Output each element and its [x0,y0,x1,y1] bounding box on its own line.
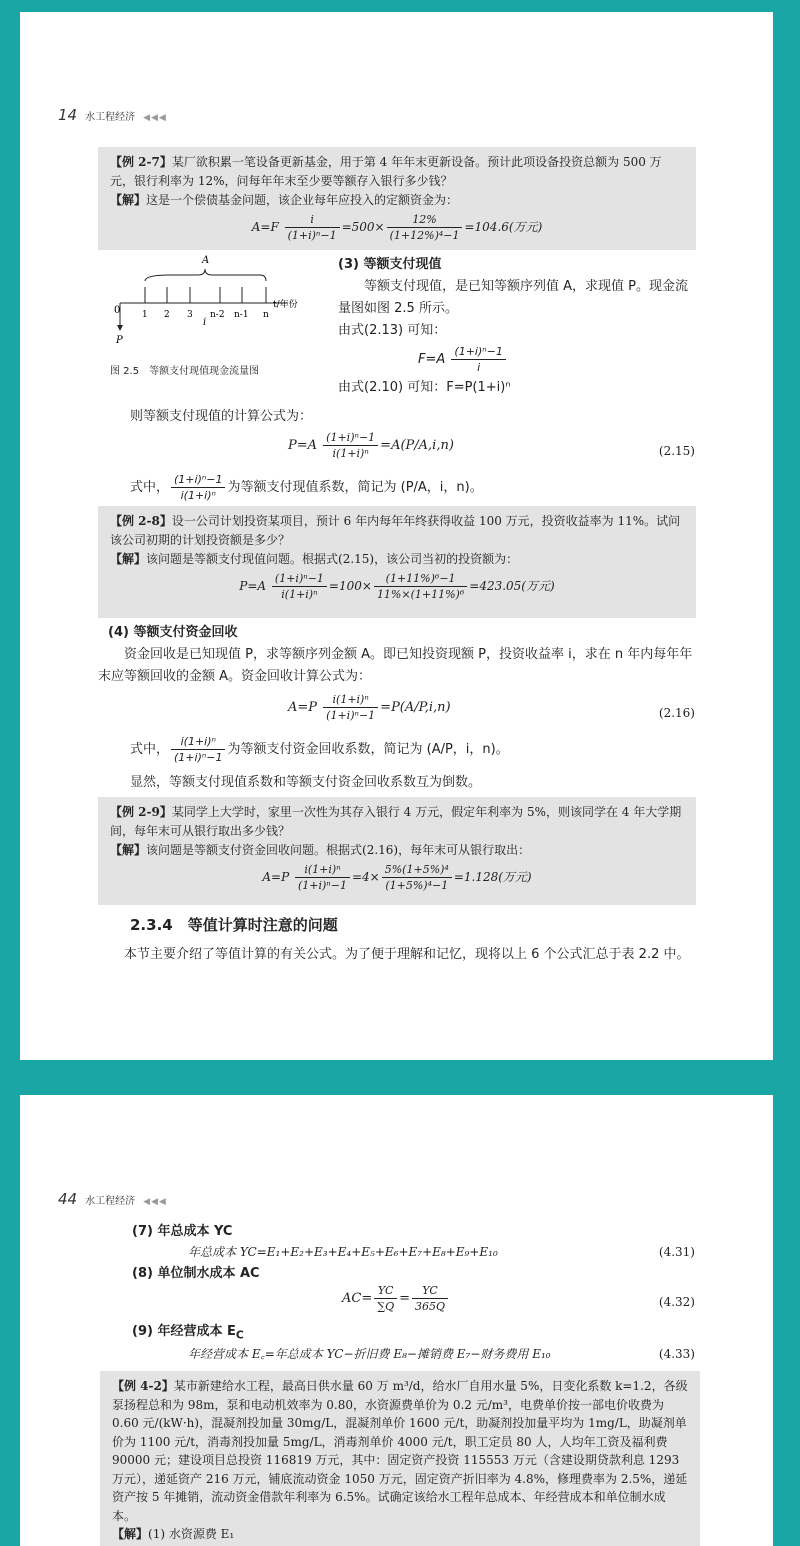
book-page-44 [20,1095,773,1546]
section-2-3-4-paragraph: 本节主要介绍了等值计算的有关公式。为了便于理解和记忆，现将以上 6 个公式汇总于表 2.2 中。 [124,947,690,962]
tick-label: n-2 [210,310,225,320]
equation-number: (2.15) [658,444,695,458]
section-4-title: (4) 等额支付资金回收 [108,625,238,640]
fraction: $\frac{\text{i(1+i)ⁿ}}{\text{(1+i)ⁿ−1}}$ [171,734,225,765]
example-4-2-box [100,1371,700,1546]
header-arrows-icon: ◀◀◀ [143,1197,167,1207]
example-4-2-solution: 【解】(1) 水资源费 E₁ [112,1527,235,1541]
fraction: $\frac{\text{(1+i)ⁿ−1}}{\text{i(1+i)ⁿ}}$ [171,472,225,503]
fraction: $\frac{\text{(1+i)ⁿ−1}}{i}$ [451,344,505,375]
example-2-8-box [98,506,696,618]
annuity-brace [145,269,266,281]
example-2-7-formula: A=F $\frac{i}{\text{(1+i)ⁿ−1}}$ =500× $\frac{12\%}{\text{(1+12\%)⁴−1}}$ =104.6(万元) [251,213,543,242]
equation-number: (4.31) [658,1245,695,1259]
tick-label: 1 [142,310,148,320]
section-2-3-4-heading: 2.3.4 等值计算时注意的问题 [130,916,338,934]
equation-4-32: AC= $\frac{YC}{\sum Q}$ = $\frac{YC}{365Q}$ [342,1283,450,1314]
tick-label: n [263,310,269,320]
book-title: 水工程经济 [85,112,136,123]
example-2-9-formula: A=P $\frac{\text{i(1+i)ⁿ}}{\text{(1+i)ⁿ−1}}$ =4× $\frac{\text{5\%(1+5\%)⁴}}{\text{(1+5\%)⁴−1}}$ =1.128(万元) [262,863,532,892]
header-arrows-icon: ◀◀◀ [143,113,167,123]
example-2-9-solution: 【解】该问题是等额支付资金回收问题。根据式(2.16)，每年末可从银行取出： [110,843,531,857]
example-2-7-statement: 【例 2-7】某厂欲积累一笔设备更新基金，用于第 4 年年末更新设备。预计此项设备投资总额为 500 万元，银行利率为 12%，问每年年末至少要等额存入银行多少钱？ [110,155,662,188]
section-7-title: (7) 年总成本 YC [132,1224,233,1239]
book-title: 水工程经济 [85,1196,136,1207]
example-2-7-solution: 【解】这是一个偿债基金问题，该企业每年应投入的定额资金为： [110,193,459,207]
example-2-8-statement: 【例 2-8】设一公司计划投资某项目，预计 6 年内每年年终获得收益 100 万元，投资收益率为 11%。试问该公司初期的计划投资额是多少？ [110,514,681,547]
section-4-block [98,622,698,688]
section-4-paragraph: 资金回收是已知现值 P，求等额序列金额 A。即已知投资现额 P，投资收益率 i，求在 n 年内每年年末应等额回收的金额 A。资金回收计算公式为： [98,647,693,684]
annuity-arrows [145,287,266,303]
fraction: $\frac{\text{(1+i)ⁿ−1}}{\text{i(1+i)ⁿ}}$ [272,571,327,602]
equation-number: (2.16) [658,706,695,720]
cash-flow-diagram [110,255,330,377]
example-2-9-statement: 【例 2-9】某同学上大学时，家里一次性为其存入银行 4 万元，假定年利率为 5%，则该同学在 4 年大学期间，每年末可从银行取出多少钱？ [110,805,682,838]
label-A: A [202,255,210,266]
example-2-9-box [98,797,696,905]
fraction: $\frac{\text{(1+11\%)⁶−1}}{\text{11\%×(1+11\%)⁶}}$ [374,571,467,602]
fraction: $\frac{12\%}{\text{(1+12\%)⁴−1}}$ [387,212,463,243]
label-P: P [116,335,123,346]
factor-definition-PA: 式中， $\frac{\text{(1+i)ⁿ−1}}{\text{i(1+i)ⁿ}}$ 为等额支付现值系数，简记为 (P/A，i，n)。 [130,473,483,502]
fraction: $\frac{\text{i(1+i)ⁿ}}{\text{(1+i)ⁿ−1}}$ [295,862,350,893]
fraction: $\frac{i}{\text{(1+i)ⁿ−1}}$ [285,212,340,243]
section-3-title: (3) 等额支付现值 [338,257,442,272]
equation-2-15: P=A $\frac{\text{(1+i)ⁿ−1}}{\text{i(1+i)ⁿ}}$ =A(P/A,i,n) [288,431,454,460]
figure-caption: 图 2.5 等额支付现值现金流量图 [110,366,260,377]
section-8-title: (8) 单位制水成本 AC [132,1266,260,1281]
example-4-2-statement: 【例 4-2】某市新建给水工程，最高日供水量 60 万 m³/d，给水厂自用水量 5%，日变化系数 k=1.2，各级泵扬程总和为 98m，泵和电动机效率为 0.80，水资源费单价为 0.2 元/m³，电费单价按一部电价收费为 0.60 元/(kW·h)，混凝剂投加量 30mg/L，混凝剂单价 1600 元/t，助凝剂投加量平均为 1mg/L，助凝剂单价为 1100 元/t，消毒剂投加量 5mg/L，消毒剂单价 4000 元/t，职工定员 80 人，人均年工资及福利费 90000 元；建设项目总投资 116819 万元，其中：固定资产投资 115553 万元（含建设期贷款利息 1293 万元），递延资产 216 万元，铺底流动资金 1050 万元，固定资产折旧率为 4.8%，修理费率为 2.5%，递延资产按 5 年摊销，流动资金借款年利率为 6.5%。试确定该给水工程年总成本、年经营成本和单位制水成本。 [112,1379,688,1523]
label-zero: 0 [114,305,121,316]
section-3-ref-213: 由式(2.13) 可知： [338,323,447,338]
factor-definition-AP: 式中， $\frac{\text{i(1+i)ⁿ}}{\text{(1+i)ⁿ−1}}$ 为等额支付资金回收系数，简记为 (A/P，i，n)。 [130,735,509,764]
equation-4-31: 年总成本 YC=E₁+E₂+E₃+E₄+E₅+E₆+E₇+E₈+E₉+E₁₀ [188,1245,498,1259]
tick-label: 3 [187,310,193,320]
equation-2-16: A=P $\frac{\text{i(1+i)ⁿ}}{\text{(1+i)ⁿ−1}}$ =P(A/P,i,n) [288,693,451,722]
section-9-title: (9) 年经营成本 $E_C$ [132,1324,244,1342]
equation-number: (4.32) [658,1295,695,1309]
tick-label: n-1 [234,310,249,320]
page-header [58,1190,167,1208]
reciprocal-note: 显然，等额支付现值系数和等额支付资金回收系数互为倒数。 [130,775,482,790]
example-2-8-solution: 【解】该问题是等额支付现值问题。根据式(2.15)，该公司当初的投资额为： [110,552,519,566]
example-2-8-formula: P=A $\frac{\text{(1+i)ⁿ−1}}{\text{i(1+i)ⁿ}}$ =100× $\frac{\text{(1+11\%)⁶−1}}{\text{11\%×(1+11\%)⁶}}$ =423.05(万元) [239,572,555,601]
equation-number: (4.33) [658,1347,695,1361]
arrow-head-icon [117,325,123,331]
example-2-7-box [98,147,696,250]
book-page-14 [20,12,773,1060]
fraction: $\frac{\text{5\%(1+5\%)⁴}}{\text{(1+5\%)⁴−1}}$ [382,862,452,893]
section-3-paragraph: 等额支付现值，是已知等额序列值 A，求现值 P。现金流量图如图 2.5 所示。 [338,279,688,316]
fraction: $\frac{YC}{\sum Q}$ [374,1283,397,1314]
label-i: i [203,317,207,328]
section-3-ref-210: 由式(2.10) 可知：F=P(1+i)ⁿ [338,380,511,395]
page-number: 14 [58,106,78,124]
section-3-block [338,254,698,399]
tick-label: 2 [164,310,170,320]
fraction: $\frac{YC}{365Q}$ [412,1283,448,1314]
page-header [58,106,167,124]
formula-F-A: F=A $\frac{\text{(1+i)ⁿ−1}}{i}$ [418,344,698,375]
fraction: $\frac{\text{i(1+i)ⁿ}}{\text{(1+i)ⁿ−1}}$ [323,692,378,723]
axis-label: t/年份 [273,300,298,310]
equation-4-33: 年经营成本 E꜀=年总成本 YC−折旧费 E₈−摊销费 E₇−财务费用 E₁₀ [188,1347,551,1361]
fraction: $\frac{\text{(1+i)ⁿ−1}}{\text{i(1+i)ⁿ}}$ [323,430,378,461]
page-number: 44 [58,1190,78,1208]
section-3-lead: 则等额支付现值的计算公式为： [130,409,313,424]
